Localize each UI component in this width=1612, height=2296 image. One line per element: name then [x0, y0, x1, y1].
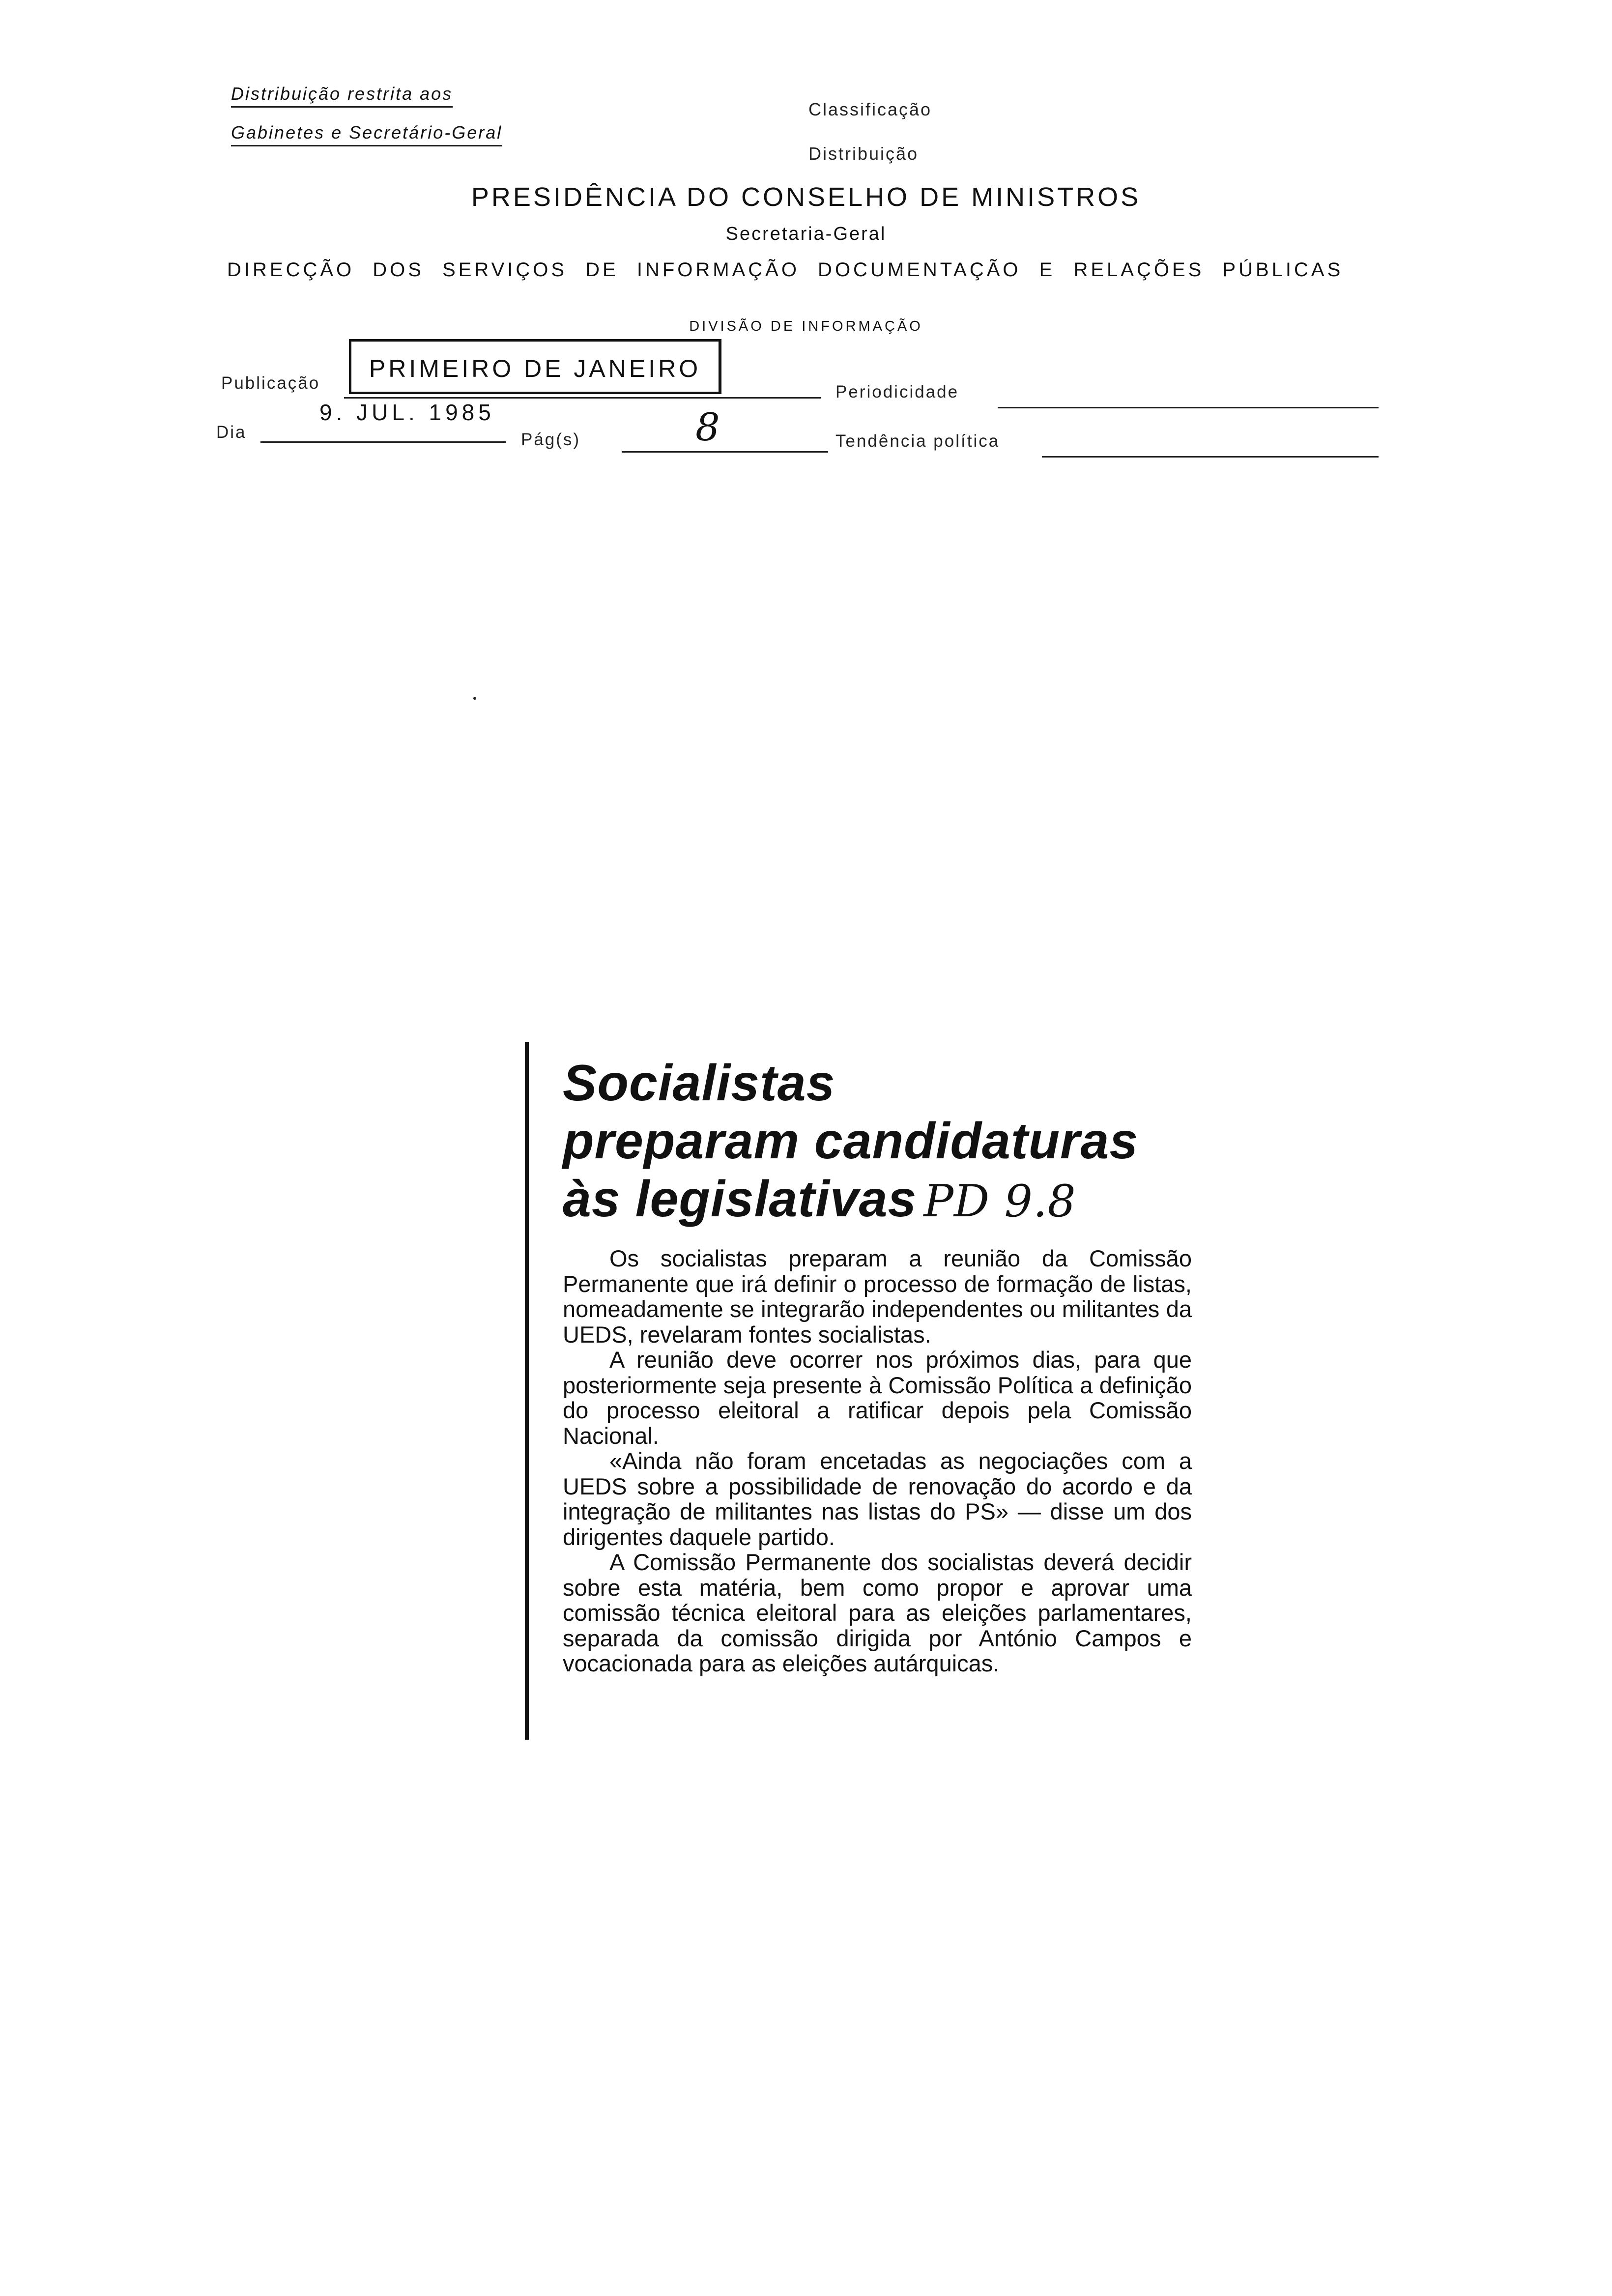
article-paragraph: A reunião deve ocorrer nos próximos dias, para que posteriormente seja presente à Comissão Política a definição do processo eleitoral a ratificar depois pela Comissão Nacional.	[563, 1347, 1192, 1449]
publication-label: Publicação	[221, 373, 320, 393]
article-paragraph: Os socialistas preparam a reunião da Comissão Permanente que irá definir o processo de formação de listas, nomeadamente se integrarão independentes ou militantes da UEDS, revelaram fontes socialistas.	[563, 1245, 1192, 1348]
headline-line-3	[563, 1170, 1202, 1231]
headline-line-2: preparam candidaturas	[563, 1113, 1139, 1170]
handwritten-note: PD 9.8	[923, 1176, 1076, 1227]
publication-stamp: PRIMEIRO DE JANEIRO	[349, 339, 721, 394]
pages-line	[622, 451, 828, 453]
article-rule	[525, 1042, 529, 1740]
day-label: Dia	[216, 423, 247, 442]
distribution-label: Distribuição	[808, 144, 919, 164]
publication-line	[344, 397, 821, 399]
article-paragraph: «Ainda não foram encetadas as negociações com a UEDS sobre a possibilidade de renovação do acordo e da integração de militantes nas listas do PS» — disse um dos dirigentes daquele partido.	[563, 1448, 1192, 1550]
page-subtitle: Secretaria-Geral	[725, 224, 887, 244]
stray-mark	[473, 697, 476, 700]
pages-label: Pág(s)	[521, 430, 581, 449]
classification-label: Classificação	[808, 99, 932, 119]
article-paragraph: A Comissão Permanente dos socialistas deverá decidir sobre esta matéria, bem como propor e aprovar uma comissão técnica eleitoral para as eleições parlamentares, separada da comissão dirigida por António Campos e vocacionada para as eleições autárquicas.	[563, 1549, 1192, 1676]
headline-line-1: Socialistas	[563, 1055, 835, 1112]
division-line: DIVISÃO DE INFORMAÇÃO	[689, 318, 923, 334]
distribution-line-2: Gabinetes e Secretário-Geral	[231, 122, 502, 146]
headline-line-3-text: às legislativas	[563, 1171, 917, 1228]
political-tendency-label: Tendência política	[835, 431, 1000, 451]
article-headline	[563, 1054, 1202, 1231]
distribution-line-1: Distribuição restrita aos	[231, 84, 453, 108]
political-tendency-line	[1042, 456, 1379, 458]
article-body	[563, 1246, 1192, 1676]
periodicity-label: Periodicidade	[835, 382, 959, 402]
date-stamp: 9. JUL. 1985	[319, 400, 495, 425]
page-title: PRESIDÊNCIA DO CONSELHO DE MINISTROS	[471, 182, 1141, 212]
department-line: DIRECÇÃO DOS SERVIÇOS DE INFORMAÇÃO DOCUMENTAÇÃO E RELAÇÕES PÚBLICAS	[227, 259, 1344, 281]
pages-value: 8	[695, 405, 720, 450]
classification-block	[808, 87, 932, 176]
periodicity-line	[998, 407, 1379, 408]
distribution-notice	[231, 84, 502, 161]
day-line	[260, 441, 506, 443]
